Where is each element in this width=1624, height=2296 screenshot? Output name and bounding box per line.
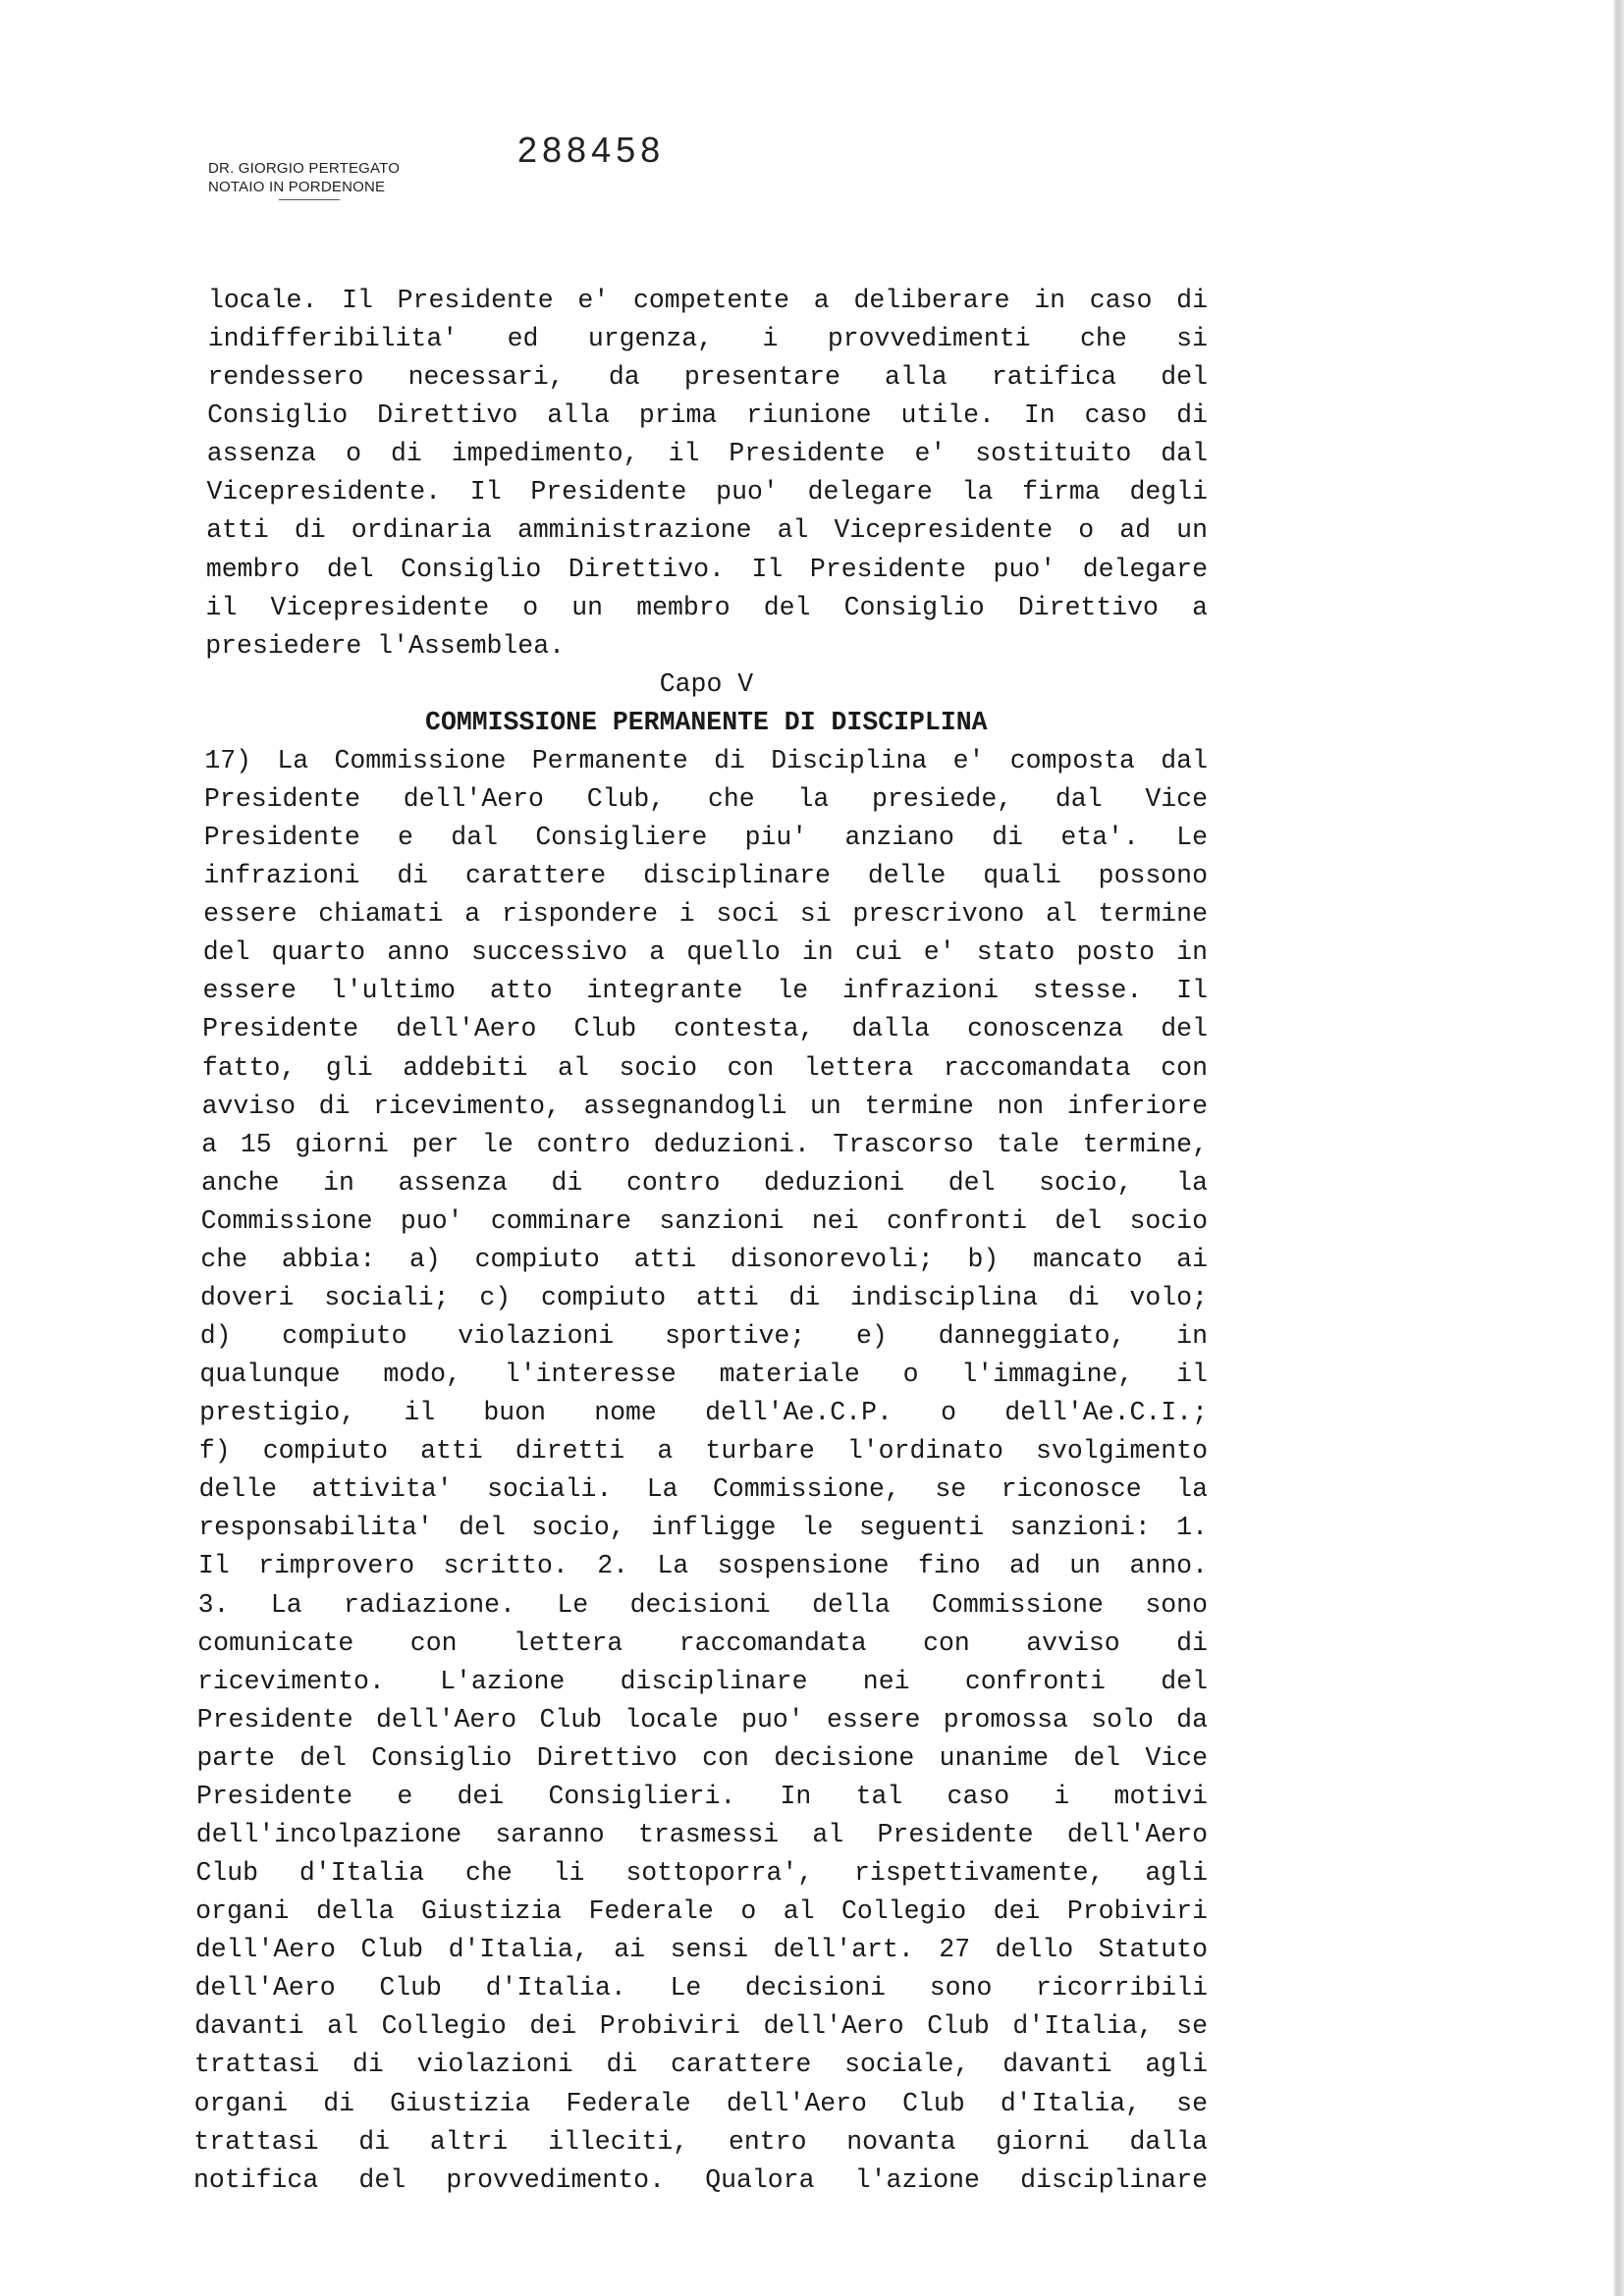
text-line: Club d'Italia che li sottoporra', rispettivamente, agli [195,1858,1208,1889]
text-line: che abbia: a) compiuto atti disonorevoli; b) mancato ai [200,1244,1208,1274]
text-line: fatto, gli addebiti al socio con lettera raccomandata con [201,1052,1208,1083]
text-line: Presidente dell'Aero Club, che la presiede, dal Vice [204,783,1208,814]
text-line: davanti al Collegio dei Probiviri dell'Aero Club d'Italia, se [194,2011,1208,2042]
text-line: atti di ordinaria amministrazione al Vicepresidente o ad un [206,515,1208,546]
text-line: il Vicepresidente o un membro del Consiglio Direttivo a [205,592,1208,622]
text-line: anche in assenza di contro deduzioni del socio, la [200,1167,1208,1198]
text-line: Commissione puo' comminare sanzioni nei confronti del socio [200,1205,1208,1236]
header-underline [279,199,340,200]
scan-edge [1613,0,1624,2296]
text-line: 17) La Commissione Permanente di Disciplina e' composta dal [204,745,1208,775]
text-line: d) compiuto violazioni sportive; e) danneggiato, in [199,1321,1208,1352]
text-line: comunicate con lettera raccomandata con avviso di [197,1628,1208,1658]
text-line: prestigio, il buon nome dell'Ae.C.P. o dell'Ae.C.I.; [199,1398,1208,1428]
text-line: assenza o di impedimento, il Presidente e' sostituito dal [206,439,1208,469]
text-line: del quarto anno successivo a quello in cui e' stato posto in [202,937,1208,968]
text-line: Consiglio Direttivo alla prima riunione utile. In caso di [207,400,1208,431]
text-line: 3. La radiazione. Le decisioni della Commissione sono [197,1589,1208,1620]
text-line: trattasi di violazioni di carattere sociale, davanti agli [193,2050,1208,2080]
text-line: Presidente e dei Consiglieri. In tal caso i motivi [196,1781,1208,1811]
text-line: membro del Consiglio Direttivo. Il Presidente puo' delegare [205,554,1208,584]
text-line: ricevimento. L'azione disciplinare nei confronti del [196,1666,1208,1696]
text-line: dell'Aero Club d'Italia. Le decisioni sono ricorribili [194,1973,1208,2003]
text-line: delle attivita' sociali. La Commissione, se riconosce la [198,1474,1208,1505]
text-line: Il rimprovero scritto. 2. La sospensione fino ad un anno. [197,1551,1208,1581]
notary-header [208,159,400,200]
text-line: essere l'ultimo atto integrante le infrazioni stesse. Il [202,976,1208,1006]
text-line: indifferibilita' ed urgenza, i provvedimenti che si [207,324,1208,354]
section-heading: COMMISSIONE PERMANENTE DI DISCIPLINA [425,707,988,737]
text-line: Presidente dell'Aero Club contesta, dalla conoscenza del [202,1014,1208,1044]
text-line: organi di Giustizia Federale dell'Aero Club d'Italia, se [193,2088,1208,2118]
text-line: presiedere l'Assemblea. [205,630,565,661]
text-line: a 15 giorni per le contro deduzioni. Trascorso tale termine, [201,1129,1208,1159]
text-line: Presidente dell'Aero Club locale puo' essere promossa solo da [196,1704,1208,1735]
text-line: Vicepresidente. Il Presidente puo' delegare la firma degli [206,477,1208,507]
repertory-number: 288458 [517,130,666,170]
text-line: rendessero necessari, da presentare alla ratifica del [207,362,1208,393]
notary-name: DR. GIORGIO PERTEGATO [208,160,401,177]
text-line: dell'Aero Club d'Italia, ai sensi dell'art. 27 dello Statuto [194,1935,1208,1965]
text-line: responsabilita' del socio, infligge le seguenti sanzioni: 1. [198,1513,1208,1543]
chapter-title: Capo V [659,668,754,699]
text-line: parte del Consiglio Direttivo con decisione unanime del Vice [196,1742,1208,1773]
text-line: organi della Giustizia Federale o al Collegio dei Probiviri [195,1896,1208,1927]
text-line: trattasi di altri illeciti, entro novanta giorni dalla [193,2126,1208,2157]
text-line: qualunque modo, l'interesse materiale o l'immagine, il [199,1360,1208,1390]
text-line: locale. Il Presidente e' competente a deliberare in caso di [208,286,1208,315]
text-line: f) compiuto atti diretti a turbare l'ordinato svolgimento [198,1436,1208,1467]
text-line: infrazioni di carattere disciplinare delle quali possono [203,861,1208,891]
text-line: Presidente e dal Consigliere piu' anziano di eta'. Le [203,823,1208,853]
text-line: dell'incolpazione saranno trasmessi al Presidente dell'Aero [195,1820,1208,1849]
text-line: avviso di ricevimento, assegnandogli un termine non inferiore [201,1091,1208,1121]
text-line: doveri sociali; c) compiuto atti di indisciplina di volo; [200,1282,1208,1312]
notary-place: NOTAIO IN PORDENONE [208,179,386,195]
text-line: notifica del provvedimento. Qualora l'azione disciplinare [193,2164,1208,2195]
text-line: essere chiamati a rispondere i soci si prescrivono al termine [203,899,1208,930]
